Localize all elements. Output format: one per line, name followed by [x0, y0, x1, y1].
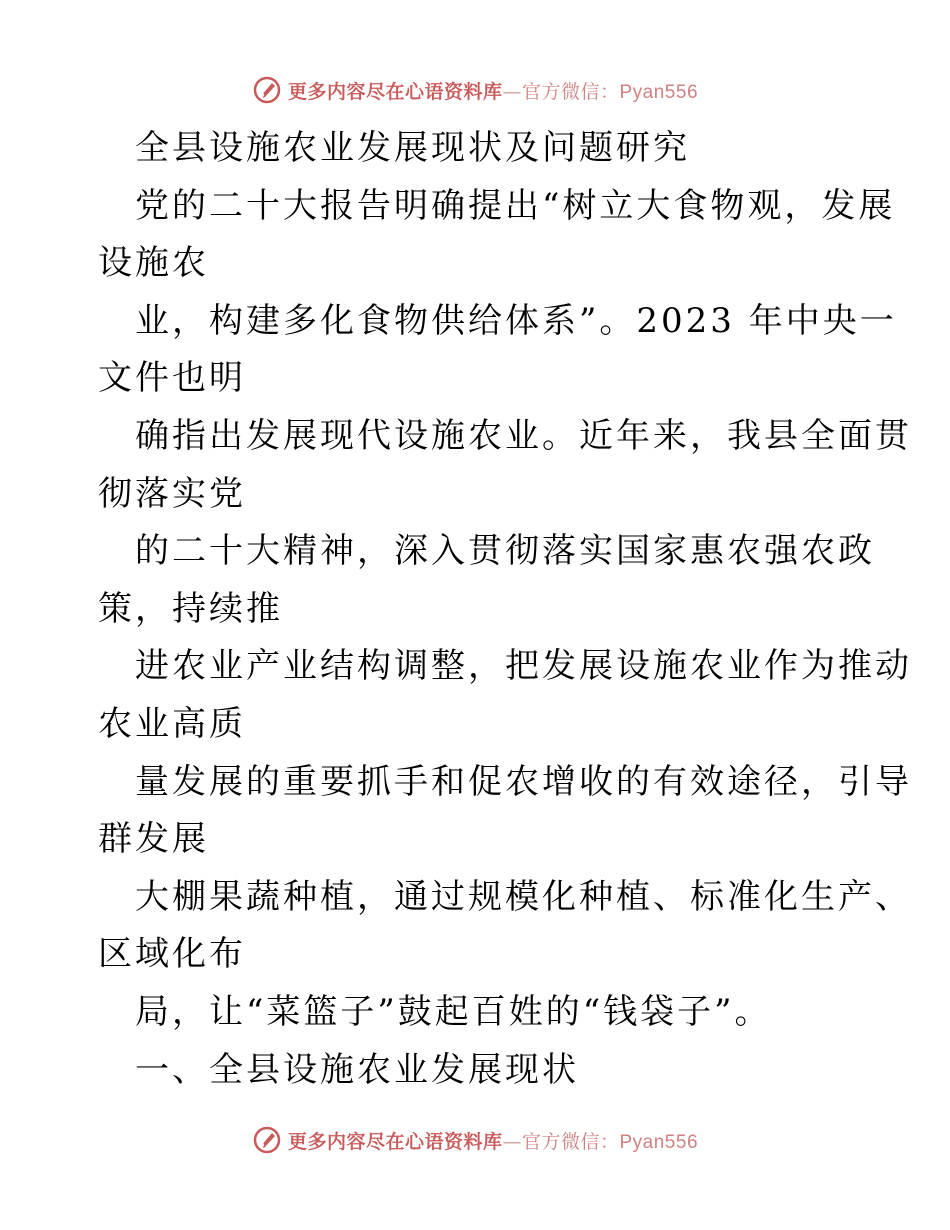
- paragraph-line: 农业高质: [98, 703, 246, 744]
- paragraph-line: 局，让“菜篮子”鼓起百姓的“钱袋子”。: [135, 991, 772, 1032]
- watermark-wechat-label: 官方微信：: [521, 80, 620, 103]
- header-watermark: [0, 72, 950, 108]
- watermark-group: [252, 75, 698, 105]
- watermark-dash: —: [502, 80, 522, 103]
- document-title: 全县设施农业发展现状及问题研究: [135, 128, 690, 168]
- paragraph-line: 文件也明: [98, 358, 246, 399]
- watermark-group: [252, 1125, 698, 1155]
- paragraph-line: 群发展: [98, 819, 209, 860]
- paragraph-line: 的二十大精神，深入贯彻落实国家惠农强农政: [135, 531, 875, 572]
- paragraph-line: 设施农: [98, 243, 209, 284]
- watermark-text: [288, 1127, 698, 1154]
- paragraph-line: 彻落实党: [98, 473, 246, 514]
- paragraph-line: 党的二十大报告明确提出“树立大食物观，发展: [135, 185, 896, 226]
- watermark-wechat-id: Pyan556: [619, 81, 699, 103]
- watermark-dash: —: [502, 1130, 522, 1153]
- pen-logo-icon: [252, 1125, 282, 1155]
- paragraph-line: 区域化布: [98, 934, 246, 975]
- paragraph-line: 进农业产业结构调整，把发展设施农业作为推动: [135, 646, 912, 687]
- watermark-prefix: 更多内容尽在心语资料库: [287, 80, 503, 103]
- paragraph-line: 业，构建多化食物供给体系”。2023 年中央一: [135, 300, 897, 341]
- paragraph-line: 确指出发展现代设施农业。近年来，我县全面贯: [135, 415, 912, 456]
- footer-watermark: [0, 1122, 950, 1158]
- paragraph-line: 量发展的重要抓手和促农增收的有效途径，引导: [135, 761, 912, 802]
- watermark-text: [288, 77, 698, 104]
- pen-logo-icon: [252, 75, 282, 105]
- watermark-wechat-id: Pyan556: [619, 1131, 699, 1153]
- watermark-wechat-label: 官方微信：: [521, 1130, 620, 1153]
- section-heading: 一、全县设施农业发展现状: [135, 1049, 579, 1090]
- watermark-prefix: 更多内容尽在心语资料库: [287, 1130, 503, 1153]
- paragraph-line: 策，持续推: [98, 588, 283, 629]
- document-body: [98, 120, 912, 1099]
- paragraph-line: 大棚果蔬种植，通过规模化种植、标准化生产、: [135, 876, 912, 917]
